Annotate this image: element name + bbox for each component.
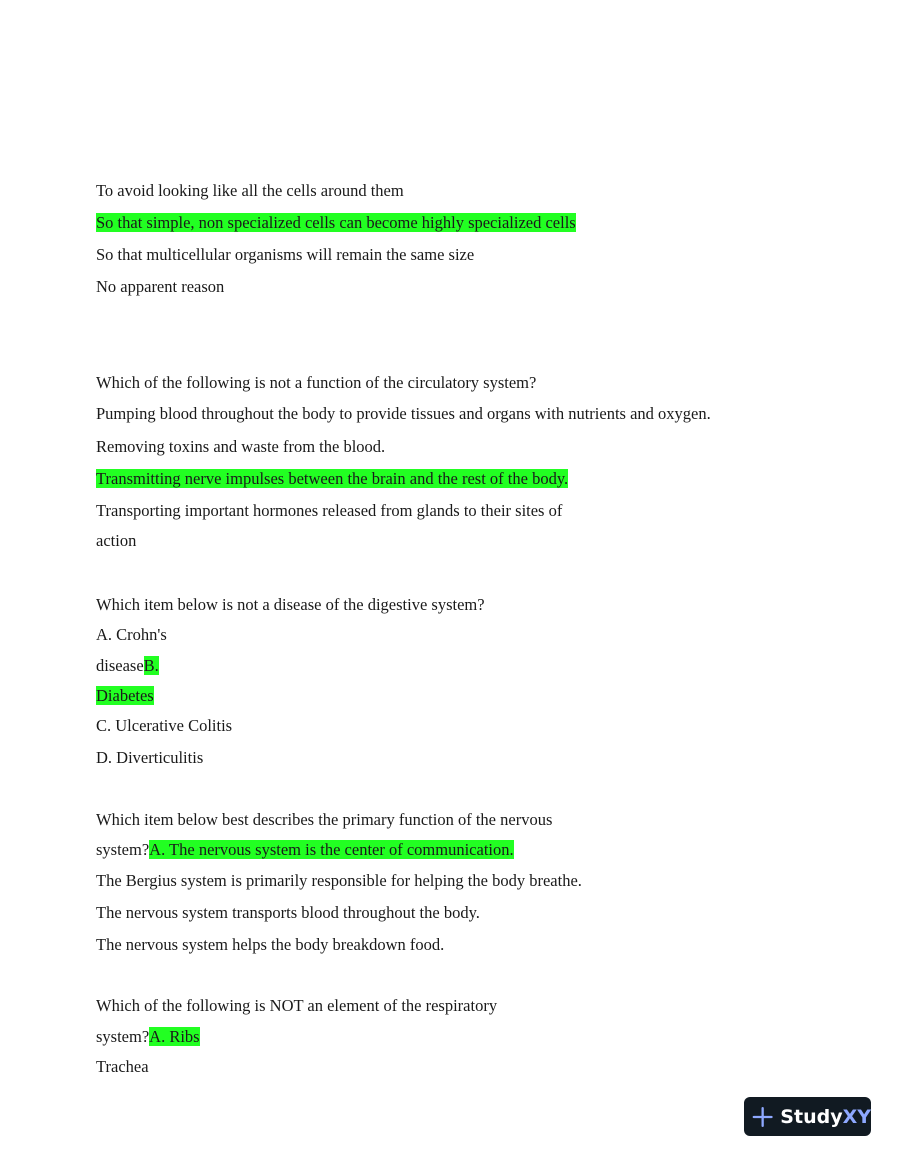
correct-option [96,686,154,706]
question-text: Which item below best describes the primary function of the nervous [96,810,553,829]
option-text: No apparent reason [96,277,225,296]
correct-option [96,469,568,489]
question-continuation: system? [96,840,150,859]
brand-text: Study [780,1105,843,1128]
option-continuation: disease [96,656,144,675]
option-text: D. Diverticulitis [96,748,204,767]
answer-highlight: So that simple, non specialized cells can become highly specialized cells [96,213,576,232]
answer-highlight: Transmitting nerve impulses between the brain and the rest of the body. [96,469,569,488]
answer-highlight: Diabetes [96,686,154,705]
option-text: So that multicellular organisms will remain the same size [96,245,475,264]
plus-icon [752,1105,773,1129]
question-text: Which of the following is NOT an element of the respiratory [96,996,498,1015]
question-text: Which item below is not a disease of the digestive system? [96,595,485,614]
option-text: action [96,531,137,550]
option-text: Pumping blood throughout the body to provide tissues and organs with nutrients and oxygen. [96,404,711,423]
question-text [96,1027,200,1047]
question-text: Which of the following is not a function of the circulatory system? [96,373,537,392]
option-text: C. Ulcerative Colitis [96,716,233,735]
correct-option [96,213,576,233]
option-text: The nervous system transports blood throughout the body. [96,903,480,922]
option-text: The nervous system helps the body breakdown food. [96,935,445,954]
studyxy-watermark [744,1097,871,1136]
option-text [96,656,159,676]
option-text: The Bergius system is primarily responsible for helping the body breathe. [96,871,582,890]
answer-highlight: B. [143,656,159,675]
option-text: To avoid looking like all the cells around them [96,181,404,200]
brand-accent-text: XY [842,1105,871,1128]
answer-highlight: A. The nervous system is the center of communication. [149,840,514,859]
option-text: Transporting important hormones released from glands to their sites of [96,501,563,520]
option-text: Trachea [96,1057,149,1076]
question-text [96,840,514,860]
option-text: Removing toxins and waste from the blood. [96,437,386,456]
option-text: A. Crohn's [96,625,167,644]
question-continuation: system? [96,1027,150,1046]
answer-highlight: A. Ribs [149,1027,200,1046]
